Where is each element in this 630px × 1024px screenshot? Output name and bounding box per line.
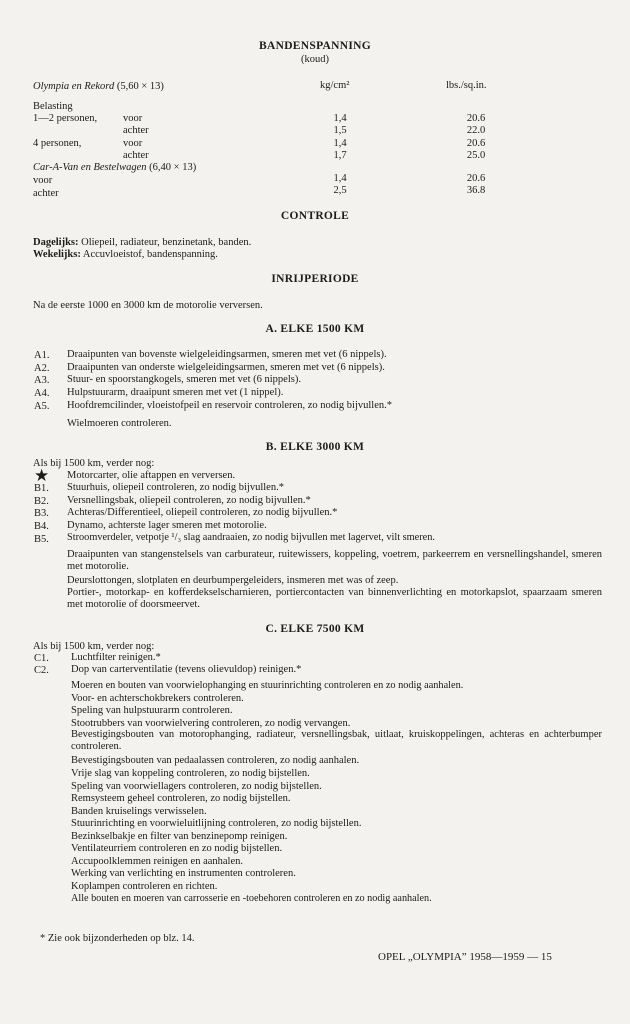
item-text: Draaipunten van bovenste wielgeleidingsarmen, smeren met vet (6 nippels). — [67, 349, 387, 360]
van-row-lbs: 36.8 — [466, 185, 486, 196]
van-model-line — [33, 162, 196, 174]
tyre-row-b: voor — [123, 113, 143, 124]
check-item: Koplampen controleren en richten. — [71, 881, 218, 892]
model-label: Olympia en Rekord — [33, 81, 115, 92]
section-b-extra-2: Deurslottongen, slotplaten en deurbumpergeleiders, insmeren met was of zeep. — [67, 575, 399, 586]
check-item: Speling van hulpstuurarm controleren. — [71, 705, 233, 716]
item-code: A2. — [34, 363, 50, 374]
weekly-text: Accuvloeistof, bandenspanning. — [82, 249, 218, 260]
inrij-text: Na de eerste 1000 en 3000 km de motorolie verversen. — [33, 300, 263, 311]
item-code: B1. — [34, 483, 49, 494]
daily-text: Oliepeil, radiateur, benzinetank, banden. — [81, 237, 252, 248]
controle-title: CONTROLE — [280, 210, 350, 222]
check-item: Banden kruiselings verwisselen. — [71, 806, 207, 817]
check-item: Moeren en bouten van voorwielophanging en stuurinrichting controleren en zo nodig aanhalen. — [71, 680, 464, 691]
item-code: C1. — [34, 653, 49, 664]
tyre-row-b: voor — [123, 138, 143, 149]
column-kg-header: kg/cm² — [320, 80, 350, 91]
tyre-pressure-subtitle: (koud) — [301, 54, 329, 65]
item-text: Motorcarter, olie aftappen en verversen. — [67, 470, 236, 481]
tyre-row-b: achter — [123, 125, 149, 136]
item-text: Draaipunten van onderste wielgeleidingsarmen, smeren met vet (6 nippels). — [67, 362, 385, 373]
tyre-row-lbs: 22.0 — [466, 125, 486, 136]
section-c-title: C. ELKE 7500 KM — [265, 623, 365, 635]
footnote: * Zie ook bijzonderheden op blz. 14. — [40, 933, 195, 944]
item-text: Stuurhuis, oliepeil controleren, zo nodig bijvullen.* — [67, 482, 284, 493]
section-b-intro: Als bij 1500 km, verder nog: — [33, 458, 155, 469]
van-size: (6,40 × 13) — [149, 162, 197, 173]
tyre-row-kg: 1,4 — [333, 138, 347, 149]
item-code: B3. — [34, 508, 49, 519]
load-label: Belasting — [33, 101, 73, 112]
van-row-a: achter — [33, 188, 59, 199]
daily-label: Dagelijks: — [33, 237, 79, 248]
tyre-row-b: achter — [123, 150, 149, 161]
section-b-title: B. ELKE 3000 KM — [265, 441, 365, 453]
tyre-row-lbs: 20.6 — [466, 113, 486, 124]
tyre-pressure-title: BANDENSPANNING — [259, 40, 371, 52]
section-a-extra: Wielmoeren controleren. — [67, 418, 172, 429]
van-row-kg: 2,5 — [333, 185, 347, 196]
item-text: Luchtfilter reinigen.* — [71, 652, 161, 663]
check-item: Remsysteem geheel controleren, zo nodig bijstellen. — [71, 793, 291, 804]
tyre-row-kg: 1,7 — [333, 150, 347, 161]
check-item: Stootrubbers van voorwielvering controleren, zo nodig vervangen. — [71, 718, 351, 729]
check-item: Voor- en achterschokbrekers controleren. — [71, 693, 244, 704]
item-text: Stuur- en spoorstangkogels, smeren met vet (6 nippels). — [67, 374, 301, 385]
check-item: Bevestigingsbouten van pedaalassen controleren, zo nodig aanhalen. — [71, 755, 360, 766]
item-text: Versnellingsbak, oliepeil controleren, zo nodig bijvullen.* — [67, 495, 311, 506]
check-item: Accupoolklemmen reinigen en aanhalen. — [71, 856, 244, 867]
tyre-row-a: 1—2 personen, — [33, 113, 98, 124]
tyre-row-kg: 1,5 — [333, 125, 347, 136]
check-item: Stuurinrichting en voorwieluitlijning controleren, zo nodig bijstellen. — [71, 818, 362, 829]
section-b-extra-3: Portier-, motorkap- en kofferdekselscharnieren, portiercontacten van binnenverlichting en motorkapslot, spaarzaam smeren met motorolie of doorsmeervet. — [67, 587, 602, 610]
item-text: Hulpstuurarm, draaipunt smeren met vet (1 nippel). — [67, 387, 284, 398]
check-item: Alle bouten en moeren van carrosserie en -toebehoren controleren en zo nodig aanhalen. — [71, 893, 432, 904]
daily-line — [33, 237, 251, 249]
item-text: Achteras/Differentieel, oliepeil controleren, zo nodig bijvullen.* — [67, 507, 338, 518]
van-row-lbs: 20.6 — [466, 173, 486, 184]
inrij-title: INRIJPERIODE — [271, 273, 359, 285]
item-text: Dynamo, achterste lager smeren met motorolie. — [67, 520, 267, 531]
item-code: B5. — [34, 534, 49, 545]
van-label: Car-A-Van en Bestelwagen — [33, 162, 147, 173]
tyre-row-lbs: 20.6 — [466, 138, 486, 149]
column-lbs-header: lbs./sq.in. — [446, 80, 487, 91]
item-text: Dop van carterventilatie (tevens olievuldop) reinigen.* — [71, 664, 302, 675]
section-c-intro: Als bij 1500 km, verder nog: — [33, 641, 155, 652]
section-b-extra-1: Draaipunten van stangenstelsels van carburateur, ruitewissers, koppeling, voetrem, parkeerrem en versnellingshandel, smeren met motorolie. — [67, 549, 602, 572]
tyre-row-kg: 1,4 — [333, 113, 347, 124]
item-code: A4. — [34, 388, 50, 399]
item-code: A3. — [34, 375, 50, 386]
page-footer: OPEL „OLYMPIA” 1958—1959 — 15 — [378, 951, 552, 963]
section-a-title: A. ELKE 1500 KM — [265, 323, 365, 335]
item-code: A5. — [34, 401, 50, 412]
check-item: Bevestigingsbouten van motorophanging, radiateur, versnellingsbak, uitlaat, kruiskoppelingen, achteras en achterbumper controleren. — [71, 729, 602, 752]
tyre-row-lbs: 25.0 — [466, 150, 486, 161]
item-code: C2. — [34, 665, 49, 676]
check-item: Vrije slag van koppeling controleren, zo nodig bijstellen. — [71, 768, 310, 779]
van-row-a: voor — [33, 175, 53, 186]
star-icon: ★ — [34, 466, 50, 485]
model-size: (5,60 × 13) — [116, 81, 164, 92]
check-item: Ventilateurriem controleren en zo nodig bijstellen. — [71, 843, 283, 854]
model-line — [33, 81, 164, 93]
item-code: B4. — [34, 521, 49, 532]
van-row-kg: 1,4 — [333, 173, 347, 184]
item-text: Hoofdremcilinder, vloeistofpeil en reservoir controleren, zo nodig bijvullen.* — [67, 400, 392, 411]
weekly-line — [33, 249, 218, 261]
check-item: Bezinkselbakje en filter van benzinepomp reinigen. — [71, 831, 288, 842]
check-item: Werking van verlichting en instrumenten controleren. — [71, 868, 296, 879]
item-code: A1. — [34, 350, 50, 361]
weekly-label: Wekelijks: — [33, 249, 81, 260]
check-item: Speling van voorwiellagers controleren, zo nodig bijstellen. — [71, 781, 322, 792]
tyre-row-a: 4 personen, — [33, 138, 82, 149]
item-text: Stroomverdeler, vetpotje ¹/₃ slag aandraaien, zo nodig bijvullen met lagervet, vilt smeren. — [67, 532, 435, 543]
item-code: B2. — [34, 496, 49, 507]
